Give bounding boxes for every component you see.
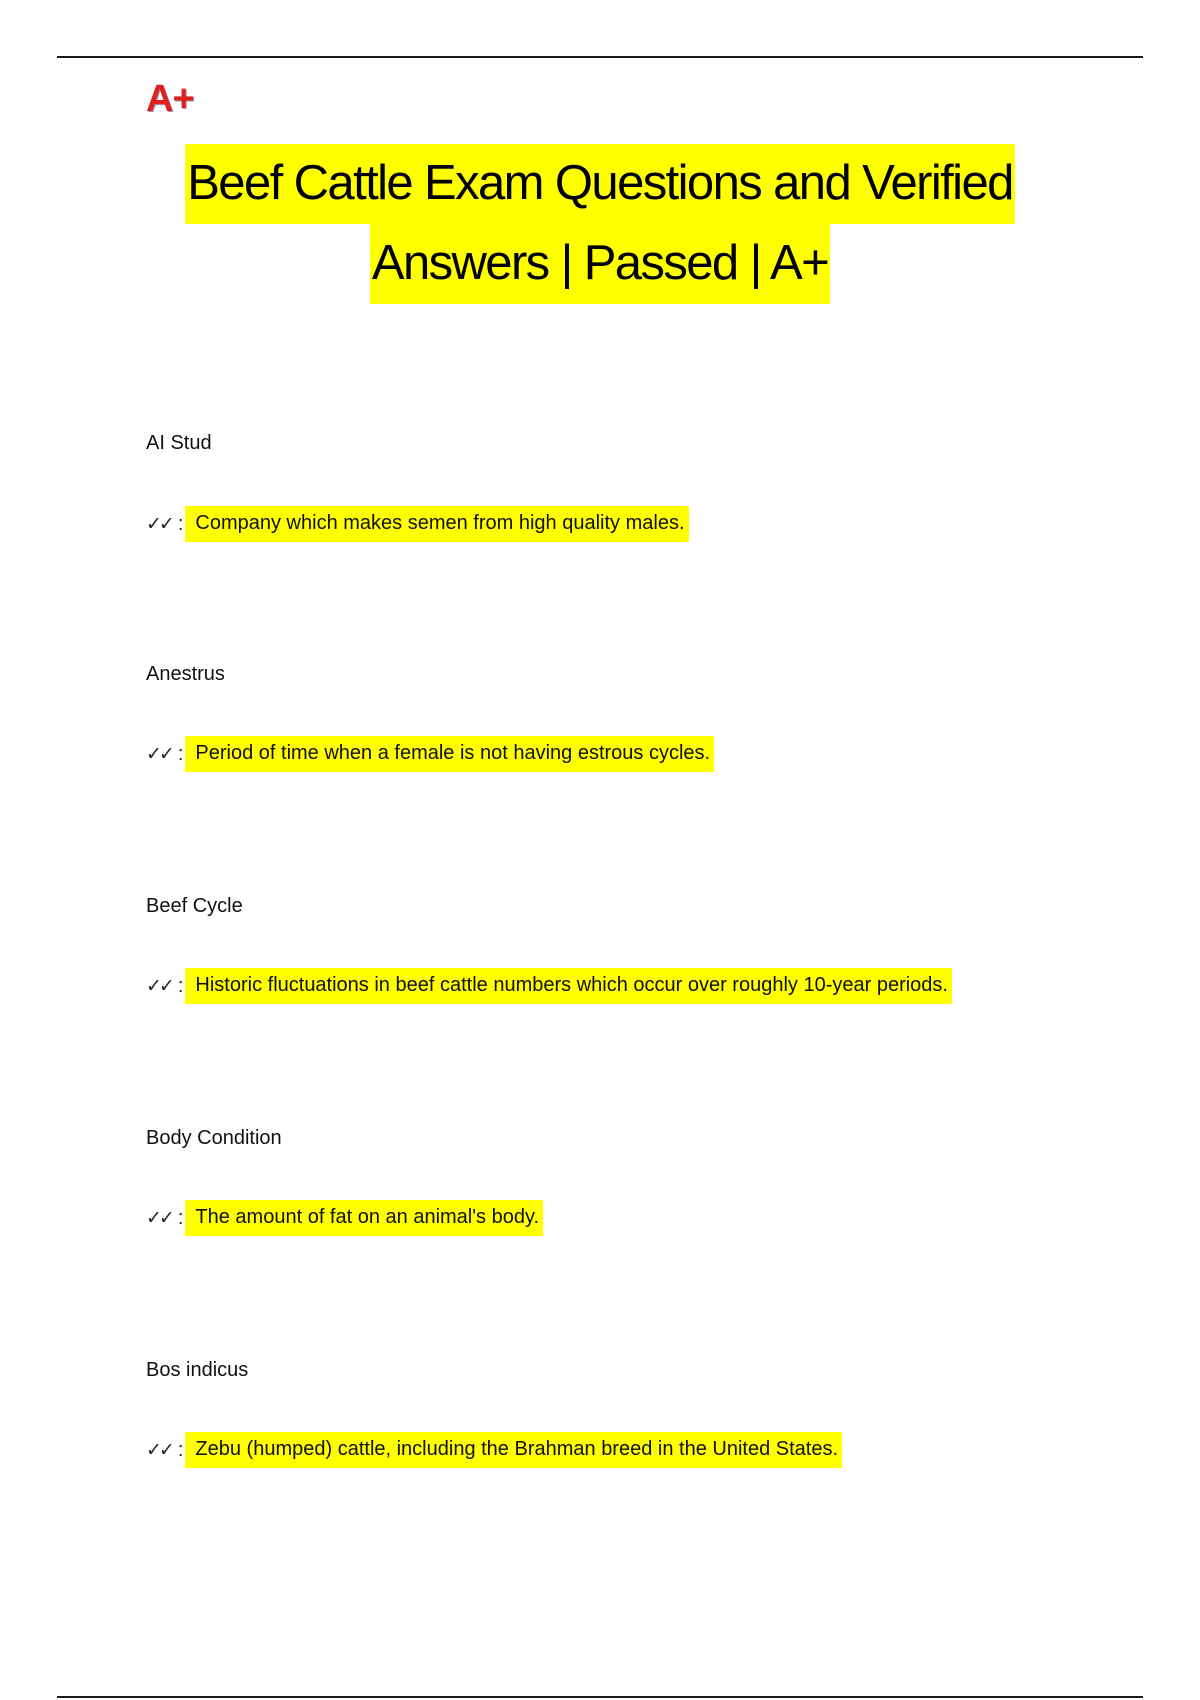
term-ai-stud: AI Stud [146,432,212,454]
answer-bos-indicus: Zebu (humped) cattle, including the Brahman breed in the United States. [185,1432,842,1468]
answer-separator: : [177,1438,184,1461]
header-rule [57,56,1143,58]
answer-ai-stud: Company which makes semen from high quality males. [185,506,688,542]
answer-beef-cycle: Historic fluctuations in beef cattle numbers which occur over roughly 10-year periods. [185,968,952,1004]
term-body-condition: Body Condition [146,1127,282,1149]
answer-row-body-condition [146,1200,543,1236]
footer-rule [57,1696,1143,1698]
term-beef-cycle: Beef Cycle [146,895,243,917]
answer-row-anestrus [146,736,714,772]
term-anestrus: Anestrus [146,663,225,685]
double-check-icon: ✓✓ [146,1207,172,1229]
answer-separator: : [177,1206,184,1229]
document-title [0,144,1200,304]
double-check-icon: ✓✓ [146,1439,172,1461]
answer-anestrus: Period of time when a female is not having estrous cycles. [185,736,714,772]
double-check-icon: ✓✓ [146,513,172,535]
double-check-icon: ✓✓ [146,743,172,765]
title-line-1: Beef Cattle Exam Questions and Verified [185,144,1015,224]
answer-separator: : [177,512,184,535]
answer-row-beef-cycle [146,968,952,1004]
title-line-2: Answers | Passed | A+ [370,224,830,304]
answer-separator: : [177,742,184,765]
answer-separator: : [177,974,184,997]
answer-row-bos-indicus [146,1432,842,1468]
grade-mark: A+ [146,78,194,120]
double-check-icon: ✓✓ [146,975,172,997]
term-bos-indicus: Bos indicus [146,1359,249,1381]
answer-body-condition: The amount of fat on an animal's body. [185,1200,543,1236]
answer-row-ai-stud [146,506,689,542]
